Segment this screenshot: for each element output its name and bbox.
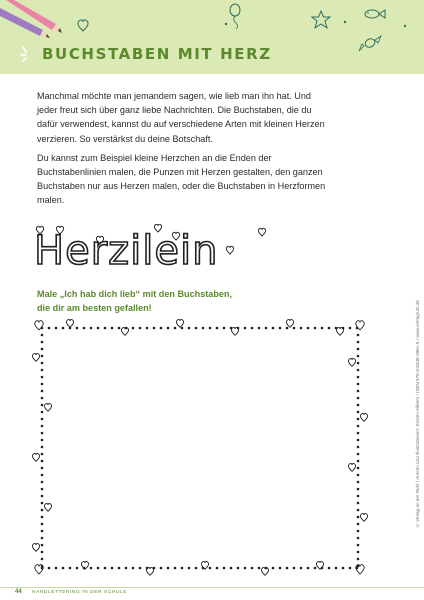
frame-dot [41, 383, 44, 386]
frame-dot [216, 327, 219, 330]
frame-dot [41, 341, 44, 344]
frame-dot [357, 439, 360, 442]
frame-dot [314, 327, 317, 330]
frame-dot [265, 327, 268, 330]
frame-dot [357, 488, 360, 491]
frame-dot [251, 327, 254, 330]
frame-dot [357, 418, 360, 421]
frame-dot [41, 453, 44, 456]
frame-dot [160, 327, 163, 330]
frame-dot [62, 327, 65, 330]
frame-dot [357, 453, 360, 456]
frame-dot [167, 567, 170, 570]
frame-dot [160, 567, 163, 570]
frame-dot [251, 567, 254, 570]
frame-heart-icon [32, 353, 39, 361]
frame-dot [146, 327, 149, 330]
frame-dot [181, 327, 184, 330]
frame-dot [300, 567, 303, 570]
frame-dot [41, 432, 44, 435]
frame-dot [272, 567, 275, 570]
frame-dot [258, 567, 261, 570]
frame-dot [41, 481, 44, 484]
frame-dot [272, 327, 275, 330]
frame-dot [357, 446, 360, 449]
frame-dot [209, 567, 212, 570]
frame-dot [118, 567, 121, 570]
frame-dot [41, 544, 44, 547]
frame-dot [258, 327, 261, 330]
frame-dot [293, 327, 296, 330]
frame-dot [357, 376, 360, 379]
frame-dot [314, 567, 317, 570]
frame-dot [357, 460, 360, 463]
frame-dot [132, 327, 135, 330]
balloon-doodle-icon [230, 4, 240, 29]
task-line: Male „Ich hab dich lieb“ mit den Buchstaben, [37, 289, 233, 299]
frame-dot [41, 348, 44, 351]
frame-dot [41, 537, 44, 540]
task-line: die dir am besten gefallen! [37, 302, 152, 313]
frame-dot [41, 418, 44, 421]
footer-title: HANDLETTERING IN DER SCHULE [32, 589, 128, 595]
frame-dot [41, 411, 44, 414]
frame-heart-icon [44, 403, 51, 411]
frame-dot [41, 523, 44, 526]
fish-doodle-icon [365, 10, 385, 18]
frame-dot [41, 362, 44, 365]
frame-dot [328, 567, 331, 570]
frame-dot [357, 369, 360, 372]
frame-dot [357, 467, 360, 470]
frame-dot [41, 502, 44, 505]
frame-heart-icon [66, 319, 73, 327]
heart-dot-frame [30, 318, 370, 580]
frame-dot [41, 558, 44, 561]
frame-dot [307, 567, 310, 570]
frame-dot [174, 567, 177, 570]
page-title: BUCHSTABEN MIT HERZ [42, 45, 272, 63]
frame-dot [357, 551, 360, 554]
frame-dot [41, 474, 44, 477]
frame-dot [349, 327, 352, 330]
candy-doodle-icon [359, 36, 381, 51]
frame-dot [69, 567, 72, 570]
copyright-note: © Verlag an der Ruhr / Autorin und Illustrationen: Kirsten Kilbers / ISBN 978-3-8346-3961-5 / www.verlagruhr.de [415, 300, 420, 529]
frame-dot [307, 327, 310, 330]
frame-dot [153, 327, 156, 330]
frame-dot [83, 327, 86, 330]
frame-dot [167, 327, 170, 330]
frame-dot [286, 567, 289, 570]
dot-doodle-icon [404, 25, 406, 27]
frame-dot [216, 567, 219, 570]
title-row [20, 42, 272, 66]
frame-dot [357, 334, 360, 337]
page-number: 44 [15, 589, 22, 595]
frame-dot [357, 495, 360, 498]
frame-dot [41, 460, 44, 463]
task-instruction [37, 288, 297, 315]
frame-dot [357, 530, 360, 533]
frame-dot [41, 439, 44, 442]
frame-dot [357, 355, 360, 358]
frame-dot [97, 327, 100, 330]
frame-dot [48, 567, 51, 570]
frame-dot [357, 348, 360, 351]
frame-dot [76, 327, 79, 330]
frame-heart-icon [286, 319, 293, 327]
frame-dot [357, 383, 360, 386]
frame-dot [357, 544, 360, 547]
frame-dot [357, 474, 360, 477]
frame-dot [62, 567, 65, 570]
frame-heart-icon [348, 463, 355, 471]
frame-dot [104, 567, 107, 570]
frame-heart-icon [32, 453, 39, 461]
frame-dot [111, 327, 114, 330]
frame-dot [111, 567, 114, 570]
dot-doodle-icon [225, 23, 227, 25]
frame-dot [223, 567, 226, 570]
lettering-word: Herzilein [34, 228, 219, 274]
frame-dot [41, 516, 44, 519]
frame-dot [244, 327, 247, 330]
body-paragraph: Du kannst zum Beispiel kleine Herzchen an die Enden der Buchstabenlinien malen, die Punzen mit Herzen gestalten, den ganzen Buchstaben nur aus Herzen malen, oder die Buchstaben in Herzformen malen. [37, 152, 326, 206]
frame-dot [132, 567, 135, 570]
frame-heart-icon [121, 327, 128, 335]
frame-dot [188, 567, 191, 570]
frame-dot [181, 567, 184, 570]
frame-dot [357, 432, 360, 435]
frame-dot [76, 567, 79, 570]
frame-dot [349, 567, 352, 570]
frame-dot [357, 411, 360, 414]
frame-heart-icon [261, 567, 268, 575]
frame-dot [41, 404, 44, 407]
frame-dot [223, 327, 226, 330]
frame-dot [342, 567, 345, 570]
frame-dot [328, 327, 331, 330]
frame-dot [90, 567, 93, 570]
frame-dot [41, 509, 44, 512]
frame-dot [230, 567, 233, 570]
frame-dot [209, 327, 212, 330]
frame-dot [357, 390, 360, 393]
frame-dot [195, 567, 198, 570]
frame-dot [139, 567, 142, 570]
frame-dot [357, 362, 360, 365]
frame-dot [357, 523, 360, 526]
frame-dot [244, 567, 247, 570]
frame-dot [335, 567, 338, 570]
frame-dot [202, 327, 205, 330]
frame-dot [55, 327, 58, 330]
frame-dot [357, 502, 360, 505]
frame-dot [97, 567, 100, 570]
heart-doodle-icon [78, 20, 88, 31]
frame-dot [139, 327, 142, 330]
frame-dot [357, 341, 360, 344]
frame-heart-icon [44, 503, 51, 511]
frame-dot [357, 516, 360, 519]
frame-dot [118, 327, 121, 330]
dot-doodle-icon [344, 21, 346, 23]
frame-dot [300, 327, 303, 330]
footer-divider [0, 587, 424, 588]
frame-dot [41, 425, 44, 428]
frame-dot [321, 327, 324, 330]
frame-dot [357, 397, 360, 400]
frame-dot [174, 327, 177, 330]
frame-dot [357, 537, 360, 540]
frame-dot [195, 327, 198, 330]
frame-dot [41, 551, 44, 554]
footer [0, 584, 424, 600]
frame-dot [41, 488, 44, 491]
frame-heart-icon [32, 543, 39, 551]
frame-dot [41, 495, 44, 498]
frame-dot [125, 567, 128, 570]
frame-dot [357, 558, 360, 561]
frame-dot [41, 397, 44, 400]
frame-dot [41, 355, 44, 358]
frame-dot [48, 327, 51, 330]
frame-heart-icon [348, 358, 355, 366]
frame-dot [237, 567, 240, 570]
frame-dot [41, 467, 44, 470]
body-paragraph: Manchmal möchte man jemandem sagen, wie lieb man ihn hat. Und jeder freut sich über ganz liebe Nachrichten. Die Buchstaben, die du dafür verwendest, kannst du auf verschiedene Arten mit kleinen Herzen verzieren. So verstärkst du deine Botschaft. [37, 91, 325, 144]
frame-dot [41, 376, 44, 379]
frame-heart-icon [360, 513, 367, 521]
frame-dot [357, 509, 360, 512]
frame-dot [357, 481, 360, 484]
frame-dot [286, 327, 289, 330]
frame-dot [279, 327, 282, 330]
frame-dot [293, 567, 296, 570]
frame-dot [41, 530, 44, 533]
frame-dot [90, 327, 93, 330]
frame-dot [41, 334, 44, 337]
frame-dot [41, 390, 44, 393]
frame-dot [357, 404, 360, 407]
frame-dot [357, 425, 360, 428]
sparkle-icon [20, 45, 34, 63]
frame-dot [41, 369, 44, 372]
frame-dot [55, 567, 58, 570]
frame-dot [41, 446, 44, 449]
frame-heart-icon [360, 413, 367, 421]
star-doodle-icon [312, 11, 330, 28]
frame-dot [104, 327, 107, 330]
frame-dot [279, 567, 282, 570]
frame-heart-icon [176, 319, 183, 327]
frame-dot [188, 327, 191, 330]
body-text [37, 89, 327, 213]
herzilein-lettering [30, 224, 280, 274]
